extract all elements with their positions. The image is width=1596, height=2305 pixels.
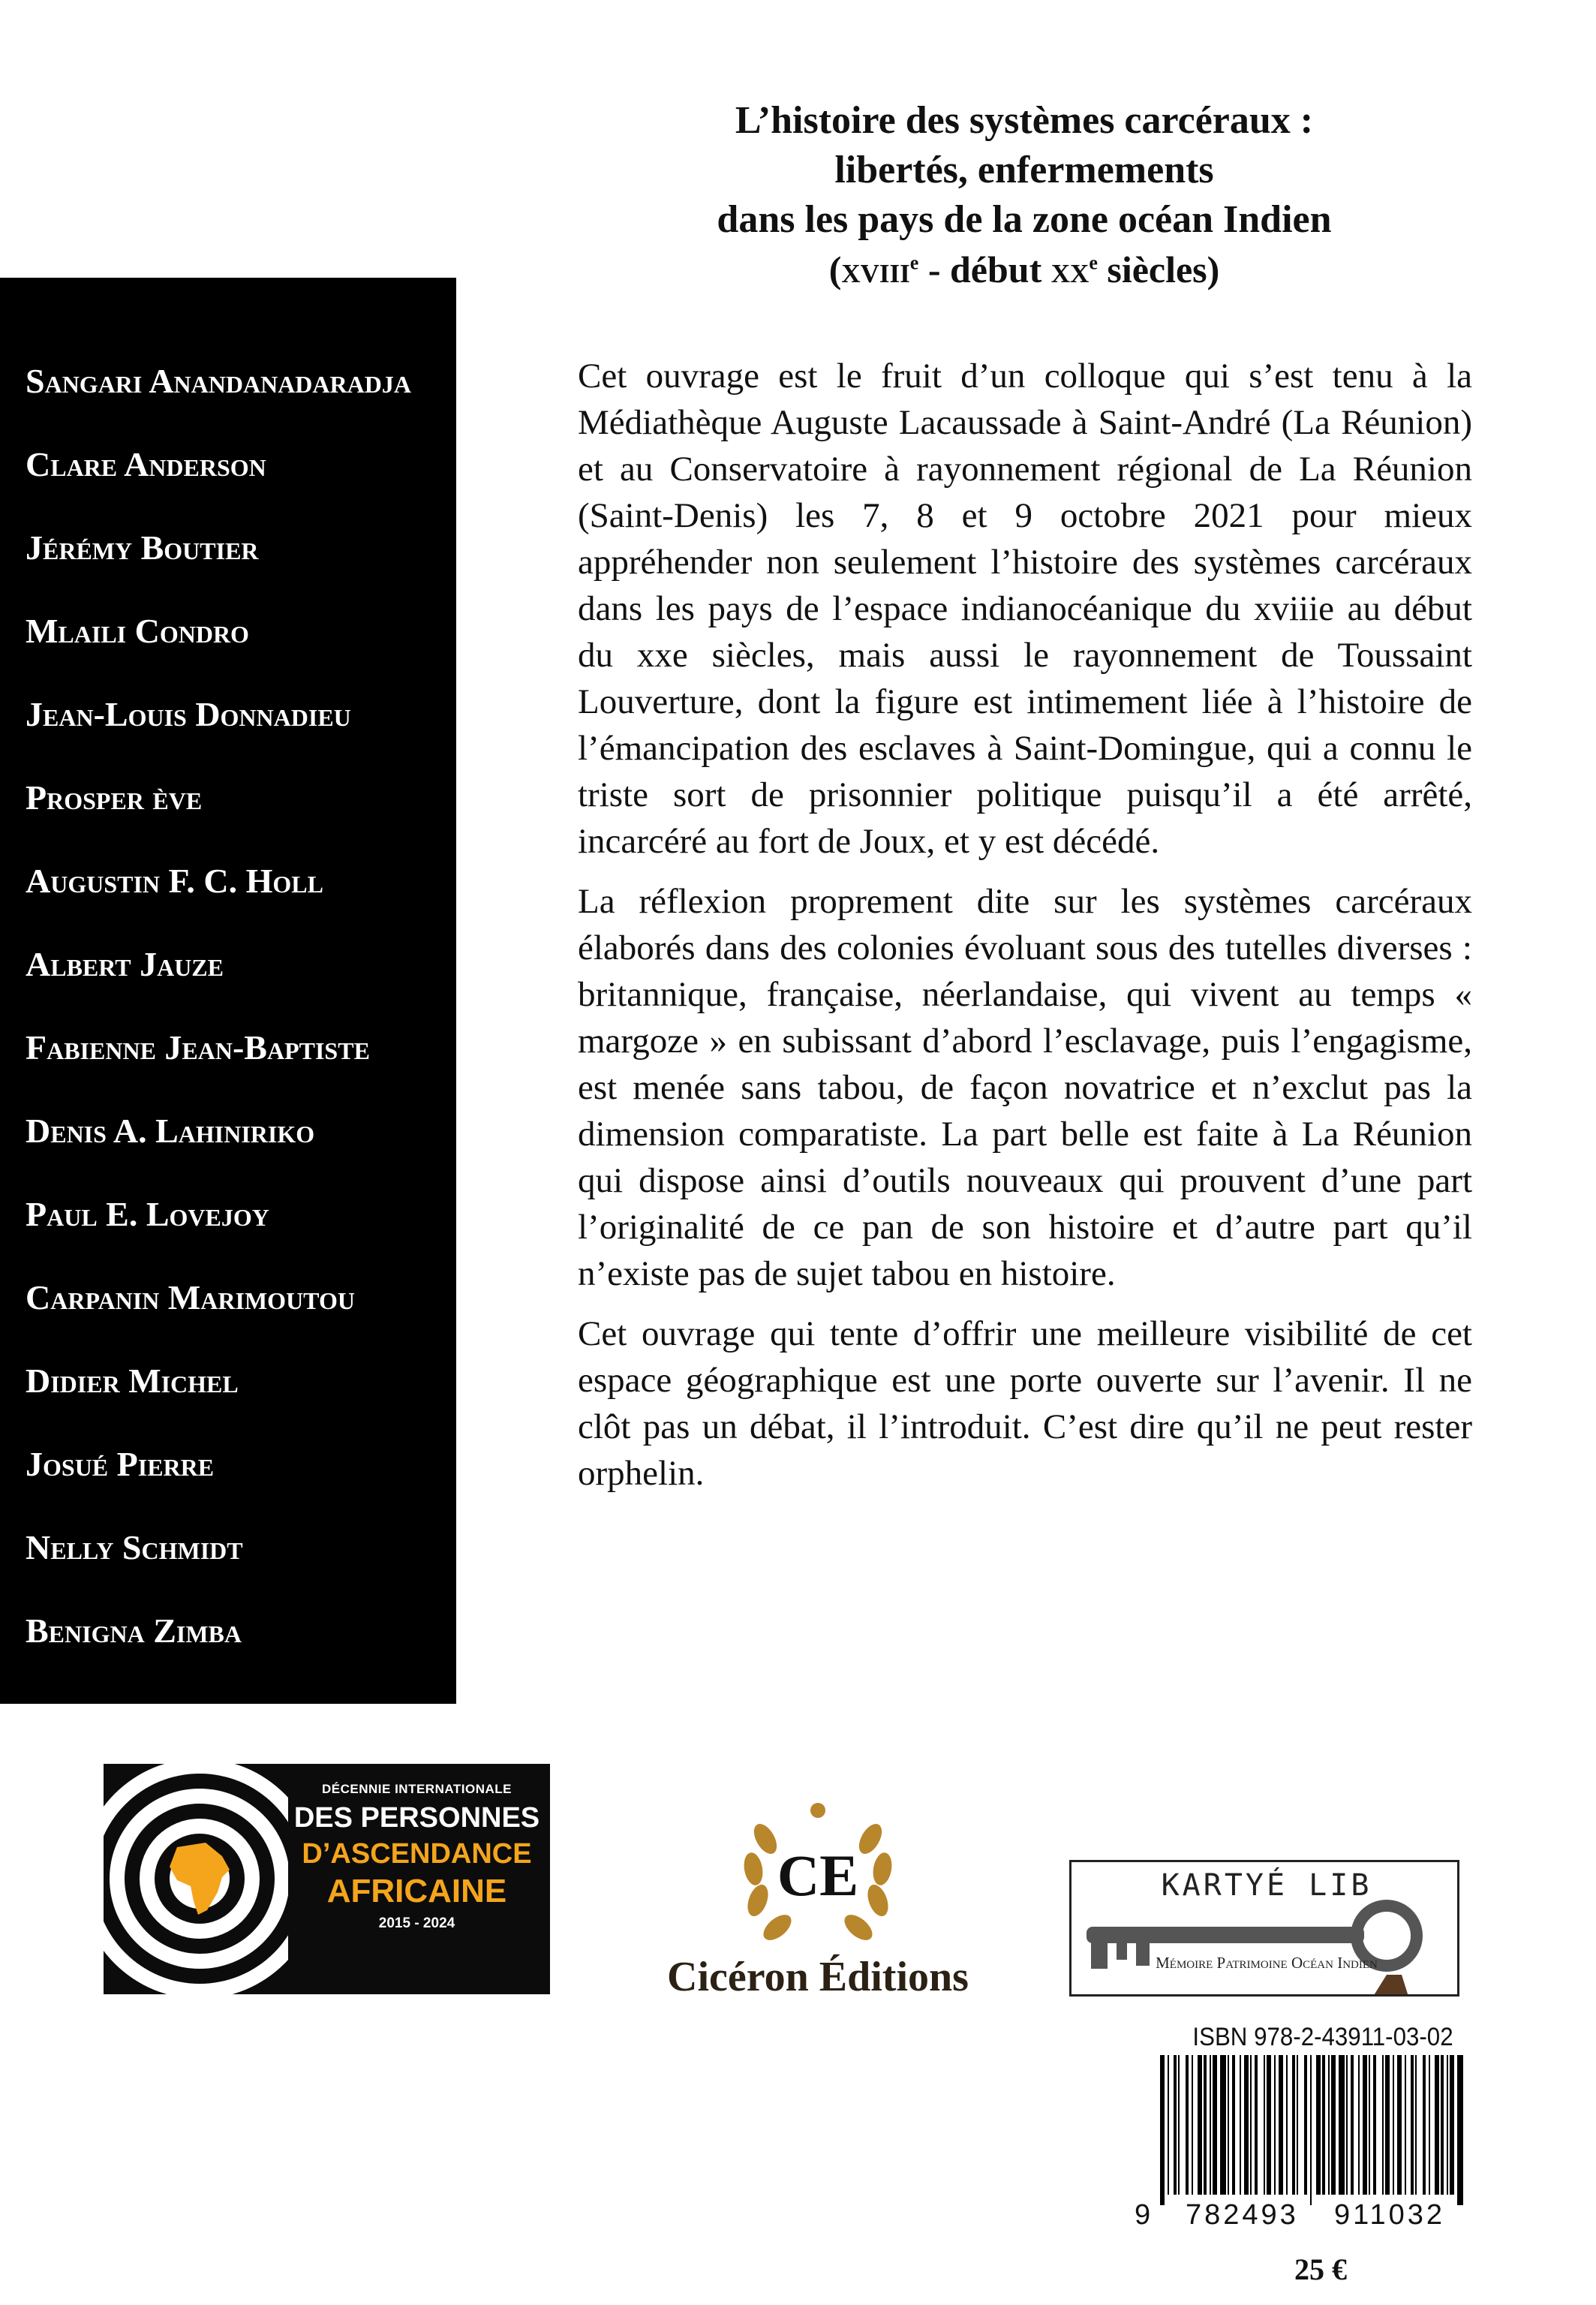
blurb-paragraph-3: Cet ouvrage qui tente d’offrir une meilleure visibilité de cet espace géographique est une porte ouverte sur l’avenir. Il ne clôt pas un débat, il l’introduit. C’est dire qu’il ne peut rester orphelin. <box>578 1314 1472 1493</box>
decennie-line-3: D’ASCENDANCE <box>302 1838 532 1870</box>
title-line-3: dans les pays de la zone océan Indien <box>717 198 1332 241</box>
ciceron-logo <box>634 1801 1002 2012</box>
blurb-paragraph-1: Cet ouvrage est le fruit d’un colloque qui s’est tenu à la Médiathèque Auguste Lacaussade à Saint-André (La Réunion) et au Conservatoire à rayonnement régional de La Réunion (Saint-Denis) les 7, 8 et 9 octobre 2021 pour mieux appréhender non seulement l’histoire des systèmes carcéraux dans les pays de l’espace indianocéanique du xviiie au début du xxe siècles, mais aussi le rayonnement de Toussaint Louverture, dont la figure est intimement liée à l’histoire de l’émancipation des esclaves à Saint-Domingue, qui a connu le triste sort de prisonnier politique puisqu’il a été arrêté, incarcéré au fort de Joux, et y est décédé. <box>578 357 1472 861</box>
author-name: Didier Michel <box>26 1362 239 1400</box>
author-name: Paul E. Lovejoy <box>26 1195 269 1233</box>
blurb-paragraph-2: La réflexion proprement dite sur les systèmes carcéraux élaborés dans des colonies évoluant sous des tutelles diverses : britannique, française, néerlandaise, qui vivent au temps « margoze » en subissant d’abord l’esclavage, puis l’engagisme, est menée sans tabou, de façon novatrice et n’exclut pas la dimension comparatiste. La part belle est faite à La Réunion qui dispose ainsi d’outils nouveaux qui prouvent d’une part l’originalité de ce pan de son histoire et d’autre part qu’il n’existe pas de sujet tabou en histoire. <box>578 882 1472 1293</box>
author-name: Fabienne Jean-Baptiste <box>26 1028 370 1067</box>
author-name: Mlaili Condro <box>26 612 249 650</box>
decennie-line-4: AFRICAINE <box>326 1873 507 1909</box>
author-name: Carpanin Marimoutou <box>26 1278 355 1316</box>
isbn-label: ISBN 978-2-43911-03-02 <box>1192 2023 1453 2051</box>
author-name: Clare Anderson <box>26 445 266 483</box>
author-name: Josué Pierre <box>26 1445 215 1483</box>
barcode-digits-left: 782493 <box>1186 2199 1299 2231</box>
price: 25 € <box>1294 2252 1347 2286</box>
title-paren-open: ( <box>828 248 842 290</box>
author-name: Jean-Louis Donnadieu <box>26 695 351 733</box>
kartye-lib-logo <box>1069 1860 1459 1997</box>
authors-panel <box>0 278 456 1704</box>
author-name: Prosper ève <box>26 778 203 817</box>
title-century-1: xviii <box>841 248 910 290</box>
author-name: Nelly Schmidt <box>26 1528 243 1566</box>
author-name: Benigna Zimba <box>26 1611 242 1650</box>
barcode-digits-right: 911032 <box>1334 2199 1445 2231</box>
barcode <box>1156 2055 1471 2205</box>
kartye-title: KARTYÉ LIB <box>1161 1868 1372 1903</box>
author-name: Albert Jauze <box>26 945 224 983</box>
ciceron-name: Cicéron Éditions <box>667 1954 969 2000</box>
title-line-4 <box>578 245 1471 294</box>
ciceron-monogram: CE <box>777 1843 859 1908</box>
title-century-2: xx <box>1050 248 1090 290</box>
decennie-years: 2015 - 2024 <box>378 1915 455 1931</box>
title-end: siècles) <box>1097 248 1220 290</box>
decennie-text <box>291 1779 543 1936</box>
title-sup-2: e <box>1089 251 1098 274</box>
laurel-wreath-icon <box>735 1801 900 1951</box>
book-title <box>578 96 1471 294</box>
decennie-line-1: DÉCENNIE INTERNATIONALE <box>322 1782 512 1796</box>
title-line-2: libertés, enfermements <box>834 149 1214 191</box>
title-mid: - début <box>918 248 1051 290</box>
blurb-text <box>578 353 1472 1510</box>
kartye-subtitle: Mémoire Patrimoine Océan Indien <box>1156 1954 1378 1972</box>
author-name: Jérémy Boutier <box>26 528 259 567</box>
author-name: Denis A. Lahiniriko <box>26 1112 315 1150</box>
author-name: Augustin F. C. Holl <box>26 862 323 900</box>
barcode-digit-first: 9 <box>1135 2199 1151 2231</box>
authors-list <box>0 278 456 1672</box>
decennie-logo <box>104 1764 550 1994</box>
author-name: Sangari Anandanadaradja <box>26 362 411 400</box>
decennie-line-2: DES PERSONNES <box>293 1802 540 1834</box>
title-line-1: L’histoire des systèmes carcéraux : <box>735 99 1314 142</box>
title-sup-1: e <box>909 251 919 274</box>
